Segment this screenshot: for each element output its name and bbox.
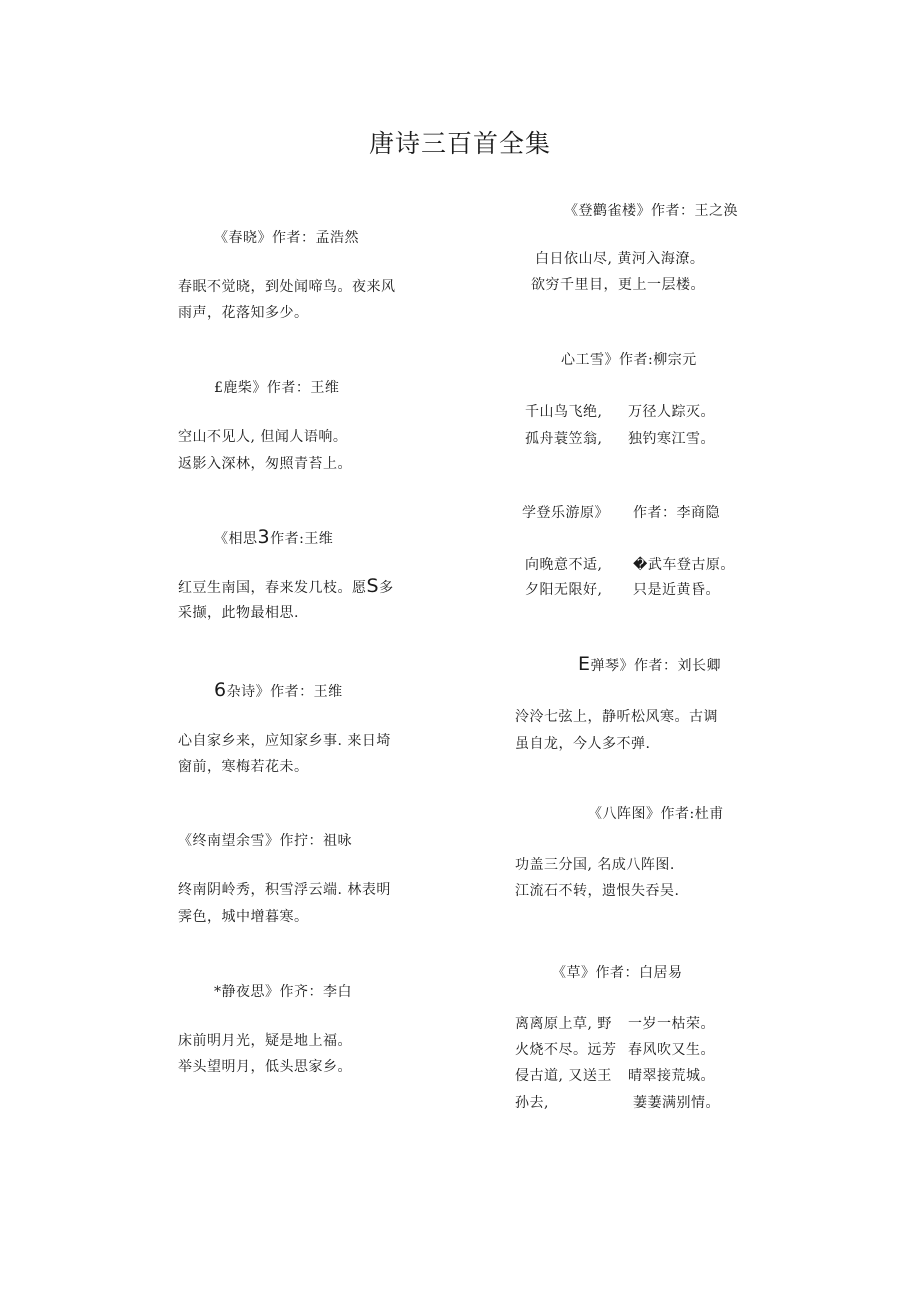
poem-line: 春风吹又生。 [628, 1042, 715, 1058]
poem-heading: 《终南望余雪》作拧：祖咏 [178, 833, 352, 849]
poem-line: 离离原上草, 野 [515, 1016, 612, 1032]
poem-heading: 心工雪》作者:柳宗元 [561, 352, 697, 368]
heading-glyph: E [578, 653, 591, 675]
poem-line: 春眠不觉晓，到处闻啼鸟。夜来风 [178, 279, 396, 295]
poem-line: 终南阴岭秀，积雪浮云端. 林表明 [178, 882, 391, 898]
poem-line: 千山鸟飞绝, [525, 404, 603, 420]
line-glyph: S [366, 575, 380, 597]
poem-line: 床前明月光，疑是地上福。 [178, 1033, 352, 1049]
poem-heading: £鹿柴》作者：王维 [214, 380, 340, 396]
poem-line: 江流石不转，遗恨失吞吴. [515, 883, 680, 899]
poem-heading: 作者：李商隐 [633, 505, 720, 521]
poem-heading: *静夜思》作齐：李白 [214, 984, 352, 1000]
line-text: 多 [379, 580, 394, 596]
poem-line: 孤舟蓑笠翁, [525, 431, 603, 447]
poem-heading: 《登鹳雀楼》作者：王之涣 [564, 203, 738, 219]
poem-line: 独钓寒江雪。 [628, 431, 715, 447]
poem-line: �武车登古原。 [633, 557, 735, 573]
poem-line: 心自家乡来，应知家乡事. 来日埼 [178, 733, 391, 749]
poem-line: 虽自龙，今人多不弹. [515, 736, 651, 752]
poem-line: 雨声，花落知多少。 [178, 305, 309, 321]
poem-line [178, 577, 394, 597]
poem-line: 万径人踪灭。 [628, 404, 715, 420]
poem-heading [214, 681, 343, 701]
poem-line: 返影入深林，匆照青苔上。 [178, 456, 352, 472]
heading-glyph: 3 [257, 526, 271, 548]
poem-line: 夕阳无限好, [525, 582, 603, 598]
heading-text: 《相思 [214, 531, 258, 547]
poem-line: 白日依山尽, 黄河入海潦。 [535, 251, 705, 267]
poem-line: 侵古道, 又送王 [515, 1068, 612, 1084]
heading-text: 杂诗》作者：王维 [226, 684, 343, 700]
poem-heading: 《八阵图》作者:杜甫 [588, 806, 724, 822]
poem-line: 火烧不尽。远芳 [515, 1042, 617, 1058]
poem-line: 只是近黄昏。 [633, 582, 720, 598]
poem-line: 窗前，寒梅若花未。 [178, 759, 309, 775]
line-text: 红豆生南国，春来发几枝。愿 [178, 580, 367, 596]
poem-heading: 《草》作者：白居易 [552, 965, 683, 981]
poem-line: 向晚意不适, [525, 557, 603, 573]
poem-line: 一岁一枯荣。 [628, 1016, 715, 1032]
heading-text: 弹琴》作者：刘长卿 [590, 658, 722, 674]
heading-text: 作者:王维 [270, 531, 334, 547]
heading-glyph: 6 [214, 679, 227, 701]
poem-line: 晴翠接荒城。 [628, 1068, 715, 1084]
poem-heading: 学登乐游原》 [522, 505, 609, 521]
poem-line: 萋萋满别情。 [633, 1095, 720, 1111]
poem-line: 欲穷千里目，更上一层楼。 [531, 277, 705, 293]
poem-line: 功盖三分国, 名成八阵图. [515, 857, 675, 873]
poem-line: 霁色，城中增暮寒。 [178, 909, 309, 925]
poem-line: 泠泠七弦上，静听松风寒。古调 [515, 709, 718, 725]
poem-heading [578, 655, 721, 675]
poem-line: 举头望明月，低头思家乡。 [178, 1059, 352, 1075]
poem-line: 空山不见人, 但闻人语响。 [178, 429, 348, 445]
page-title: 唐诗三百首全集 [368, 129, 551, 158]
poem-line: 采撷，此物最相思. [178, 605, 299, 621]
poem-heading [214, 528, 333, 548]
poem-heading: 《春晓》作者：孟浩然 [214, 230, 359, 246]
poem-line: 孙去, [515, 1095, 549, 1111]
